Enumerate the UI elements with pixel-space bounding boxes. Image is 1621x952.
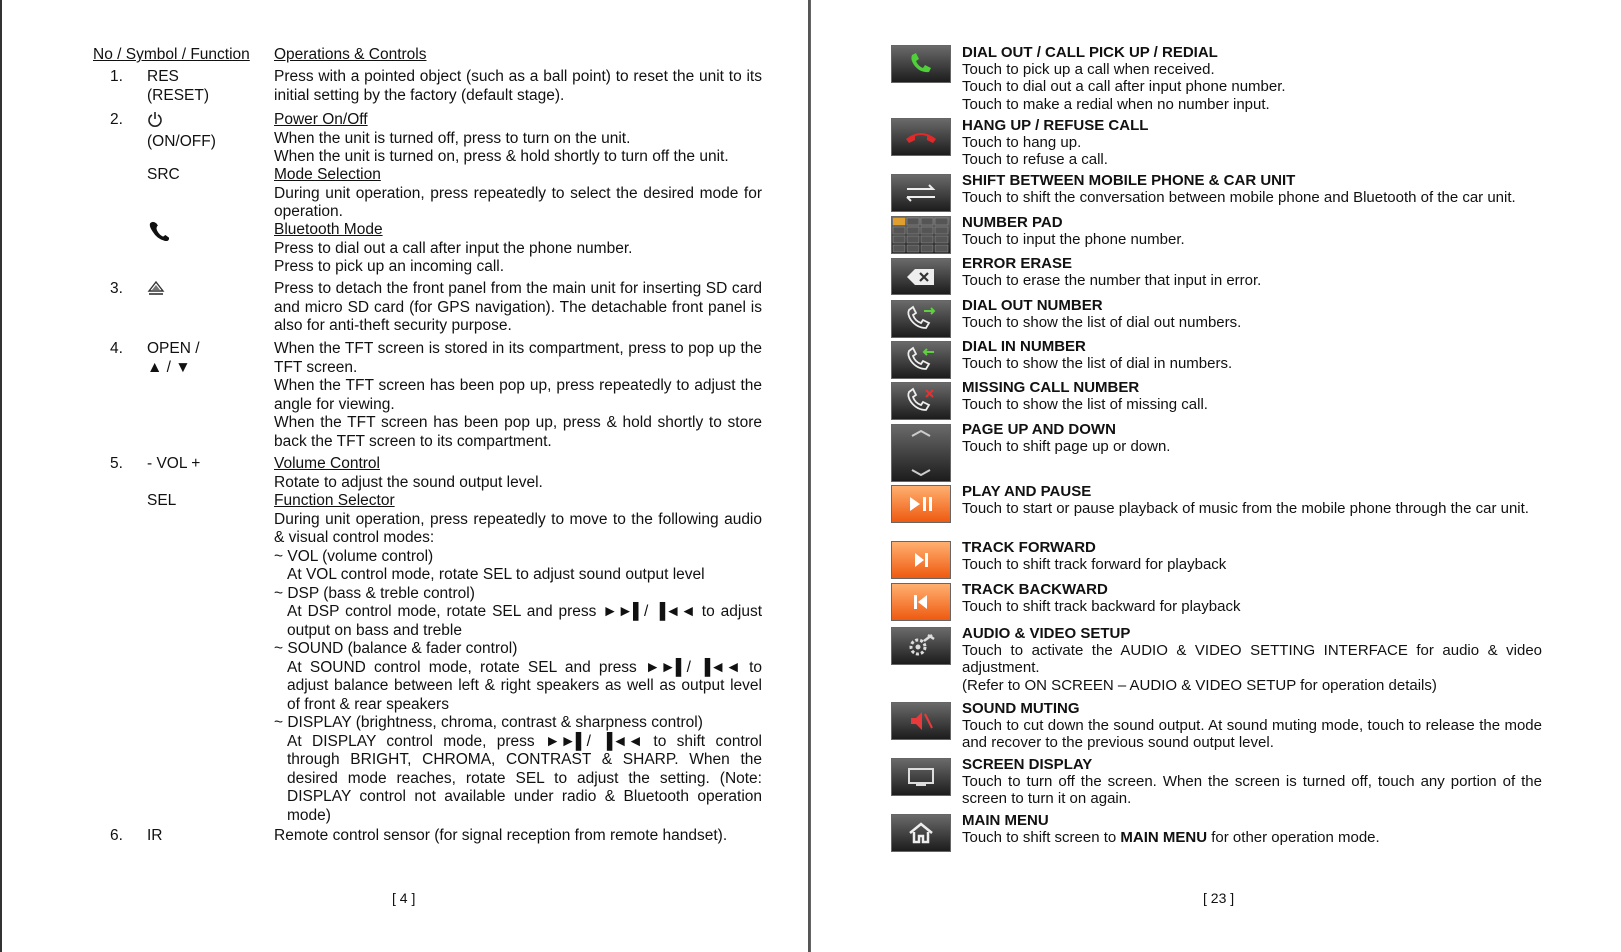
volume-description: Volume Control Rotate to adjust the sound output level. <box>274 455 543 491</box>
item-title: SOUND MUTING <box>962 700 1080 717</box>
phone-icon <box>147 221 173 247</box>
number-pad-icon <box>891 216 951 254</box>
backspace-icon <box>891 258 951 295</box>
item-title: ERROR ERASE <box>962 255 1073 272</box>
item-number: 1. <box>110 68 123 85</box>
left-page <box>0 0 810 952</box>
play-pause-icon <box>891 485 951 523</box>
page-number-left: [ 4 ] <box>392 890 416 906</box>
track-backward-icon <box>891 583 951 621</box>
missed-calls-icon <box>891 382 951 420</box>
item-title: DIAL IN NUMBER <box>962 338 1086 355</box>
open-description: When the TFT screen is stored in its compartment, press to pop up the TFT screen. When the TFT screen has been pop up, press repeatedly to adjust the angle for viewing. When the TFT screen has been pop up, press & hold shortly to store back the TFT screen to its compartment. <box>274 340 762 450</box>
power-icon <box>147 111 216 133</box>
header-operations: Operations & Controls <box>274 46 427 63</box>
eject-description: Press to detach the front panel from the main unit for inserting SD card and micro SD card (for GPS navigation). The detachable front panel is also for anti-theft security purpose. <box>274 280 762 334</box>
reset-description: Press with a pointed object (such as a ball point) to reset the unit to its initial setting by the factory (default stage). <box>274 68 762 104</box>
item-title: AUDIO & VIDEO SETUP <box>962 625 1131 642</box>
page-number-right: [ 23 ] <box>1203 890 1235 906</box>
item-title: MISSING CALL NUMBER <box>962 379 1140 396</box>
sel-description: Function Selector During unit operation, press repeatedly to move to the following audio & visual control modes: ~ VOL (volume control) At VOL control mode, rotate SEL to adjust sound output level ~ DSP (bass & treble control) At DSP control mode, rotate SEL and press ►►▌/ ▐◄◄ to adjust output on bass and treble ~ SOUND (balance & fader control) At SOUND control mode, rotate SEL and press ►►▌/ ▐◄◄ to adjust balance between left & right speakers as well as output level of front & rear speakers ~ DISPLAY (brightness, chroma, contrast & sharpness control) At DISPLAY control mode, press ►►▌/ ▐◄◄ to shift control through BRIGHT, CHROMA, CONTRAST & SHARP. When the desired mode reaches, rotate SEL to adjust the setting. (Note: DISPLAY control not available under radio & Bluetooth operation mode) <box>274 492 762 824</box>
page-up-down-icon <box>891 424 951 482</box>
symbol-open: OPEN / ▲ / ▼ <box>147 340 200 376</box>
item-title: PAGE UP AND DOWN <box>962 421 1116 438</box>
item-title: SHIFT BETWEEN MOBILE PHONE & CAR UNIT <box>962 172 1296 189</box>
item-title: NUMBER PAD <box>962 214 1063 231</box>
hang-up-icon <box>891 118 951 156</box>
symbol-power: (ON/OFF) <box>147 111 216 151</box>
symbol-ir: IR <box>147 827 163 844</box>
item-title: DIAL OUT / CALL PICK UP / REDIAL <box>962 44 1218 61</box>
header-symbol: No / Symbol / Function <box>93 46 250 63</box>
dialed-calls-icon <box>891 300 951 338</box>
item-number: 3. <box>110 280 123 297</box>
item-title: TRACK BACKWARD <box>962 581 1108 598</box>
symbol-src: SRC <box>147 166 180 183</box>
item-title: PLAY AND PAUSE <box>962 483 1092 500</box>
received-calls-icon <box>891 341 951 379</box>
eject-icon <box>147 280 165 302</box>
symbol-vol: - VOL + <box>147 455 201 472</box>
src-description: Mode Selection During unit operation, press repeatedly to select the desired mode for operation. <box>274 166 762 220</box>
screen-off-icon <box>891 758 951 796</box>
home-icon <box>891 814 951 852</box>
item-title: TRACK FORWARD <box>962 539 1096 556</box>
item-title: MAIN MENU <box>962 812 1049 829</box>
track-forward-icon <box>891 541 951 579</box>
item-number: 2. <box>110 111 123 128</box>
ir-description: Remote control sensor (for signal reception from remote handset). <box>274 827 728 844</box>
item-number: 5. <box>110 455 123 472</box>
item-title: DIAL OUT NUMBER <box>962 297 1103 314</box>
item-number: 4. <box>110 340 123 357</box>
item-number: 6. <box>110 827 123 844</box>
settings-tools-icon <box>891 627 951 665</box>
swap-arrows-icon <box>891 174 951 212</box>
right-page: DIAL OUT / CALL PICK UP / REDIAL Touch to pick up a call when received. Touch to dial out a call after input phone number. Touch to make a redial when no number input. HANG UP / REFUSE CALL Touch to hang up. Touch to refuse a call. SHIFT BETWEEN MOBILE PHONE & CAR UNIT Touch to shift the conversation between mobile phone and Bluetooth of the car unit. NUMBER PAD Touch to input the phone number. ERROR ERASE Touch to erase the number that input in error. DIAL OUT NUMBER Touch to show the list of dial out numbers. DIAL IN NUMBER Touch to show the list of dial in numbers. MISSING CALL NUMBER Touch to show the list of missing call. PAGE UP AND DOWN Touch to shift page up or down. PLAY AND PAUSE Touch to start or pause playback of music from the mobile phone through the car unit. TRACK FORWARD Touch to shift track forward for playback TRACK BACKWARD Touch to shift track backward for playback AUDIO & VIDEO SETUP Touch to activate the AUDIO & VIDEO SETTING INTERFACE for audio & video adjustment. (Refer to ON SCREEN – AUDIO & VIDEO SETUP for operation details) SOUND MUTING Touch to cut down the sound output. At sound muting mode, touch to release the mode and recover to the previous sound output level. SCREEN DISPLAY Touch to turn off the screen. When the screen is turned off, touch any portion of the screen to turn it on again. MAIN MENU Touch to shift screen to MAIN MENU for other operation mode. [ 23 ] <box>810 0 1621 952</box>
item-title: HANG UP / REFUSE CALL <box>962 117 1149 134</box>
symbol-res: RES (RESET) <box>147 68 209 104</box>
item-title: SCREEN DISPLAY <box>962 756 1093 773</box>
call-pickup-icon <box>891 45 951 83</box>
power-description: Power On/Off When the unit is turned off, press to turn on the unit. When the unit is turned on, press & hold shortly to turn off the unit. <box>274 111 729 165</box>
symbol-sel: SEL <box>147 492 177 509</box>
mute-icon <box>891 702 951 740</box>
bluetooth-description: Bluetooth Mode Press to dial out a call after input the phone number. Press to pick up an incoming call. <box>274 221 633 275</box>
